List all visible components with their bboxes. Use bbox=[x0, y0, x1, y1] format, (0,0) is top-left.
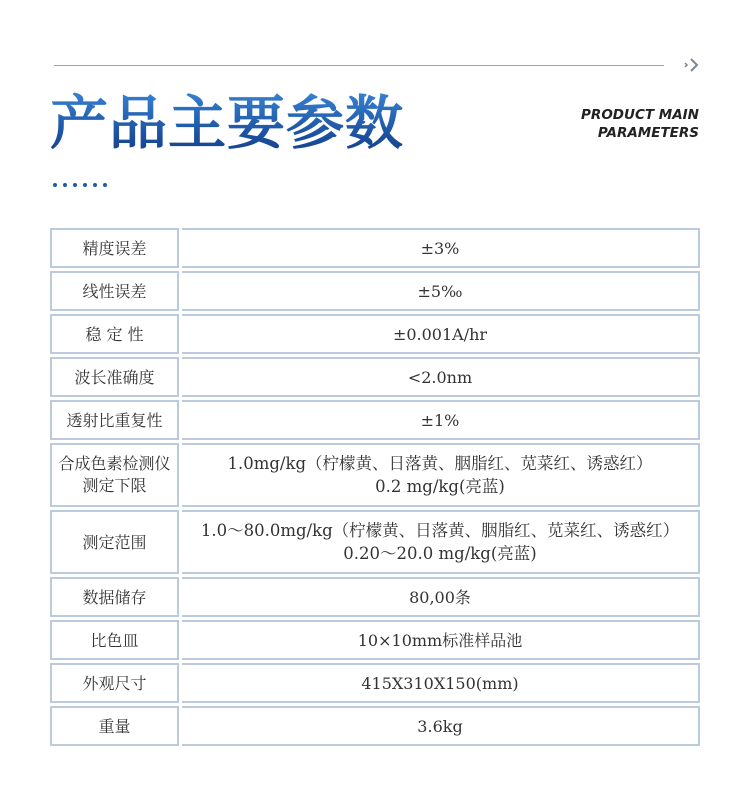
table-row bbox=[50, 400, 700, 440]
subtitle-line-1: PRODUCT MAIN bbox=[581, 107, 699, 123]
param-value: <2.0nm bbox=[182, 357, 700, 397]
param-value bbox=[182, 443, 700, 507]
param-label: 线性误差 bbox=[50, 271, 179, 311]
param-label: 波长准确度 bbox=[50, 357, 179, 397]
table-row bbox=[50, 271, 700, 311]
parameters-table bbox=[50, 225, 700, 749]
table-row bbox=[50, 443, 700, 507]
param-label-line-2: 测定下限 bbox=[82, 476, 147, 495]
param-label: 外观尺寸 bbox=[50, 663, 179, 703]
param-value bbox=[182, 510, 700, 574]
table-row bbox=[50, 577, 700, 617]
param-value: 10×10mm标准样品池 bbox=[182, 620, 700, 660]
param-value: ±0.001A/hr bbox=[182, 314, 700, 354]
table-row bbox=[50, 314, 700, 354]
subtitle-line-2: PARAMETERS bbox=[597, 125, 699, 141]
param-value-line-2: 0.2 mg/kg(亮蓝) bbox=[375, 477, 505, 496]
param-label: 比色皿 bbox=[50, 620, 179, 660]
param-value: ±3% bbox=[182, 228, 700, 268]
table-row bbox=[50, 620, 700, 660]
table-row bbox=[50, 510, 700, 574]
param-label: 透射比重复性 bbox=[50, 400, 179, 440]
param-value: 415X310X150(mm) bbox=[182, 663, 700, 703]
param-label: 精度误差 bbox=[50, 228, 179, 268]
param-value-line-1: 1.0～80.0mg/kg（柠檬黄、日落黄、胭脂红、苋菜红、诱惑红） bbox=[200, 521, 680, 540]
param-value: 3.6kg bbox=[182, 706, 700, 746]
param-label bbox=[50, 443, 179, 507]
param-label: 重量 bbox=[50, 706, 179, 746]
top-divider bbox=[54, 65, 664, 66]
param-label-line-1: 合成色素检测仪 bbox=[58, 454, 171, 473]
table-row bbox=[50, 706, 700, 746]
param-value: ±5‰ bbox=[182, 271, 700, 311]
param-label: 数据储存 bbox=[50, 577, 179, 617]
table-row bbox=[50, 357, 700, 397]
param-value: ±1% bbox=[182, 400, 700, 440]
param-label: 测定范围 bbox=[50, 510, 179, 574]
table-row bbox=[50, 228, 700, 268]
page-title: 产品主要参数 bbox=[50, 89, 405, 157]
param-value-line-1: 1.0mg/kg（柠檬黄、日落黄、胭脂红、苋菜红、诱惑红） bbox=[227, 454, 653, 473]
page-subtitle bbox=[581, 106, 699, 142]
param-value: 80,00条 bbox=[182, 577, 700, 617]
table-row bbox=[50, 663, 700, 703]
param-value-line-2: 0.20～20.0 mg/kg(亮蓝) bbox=[343, 544, 537, 563]
double-chevron-right-icon bbox=[683, 55, 703, 75]
param-label: 稳 定 性 bbox=[50, 314, 179, 354]
decorative-dots bbox=[53, 183, 107, 187]
